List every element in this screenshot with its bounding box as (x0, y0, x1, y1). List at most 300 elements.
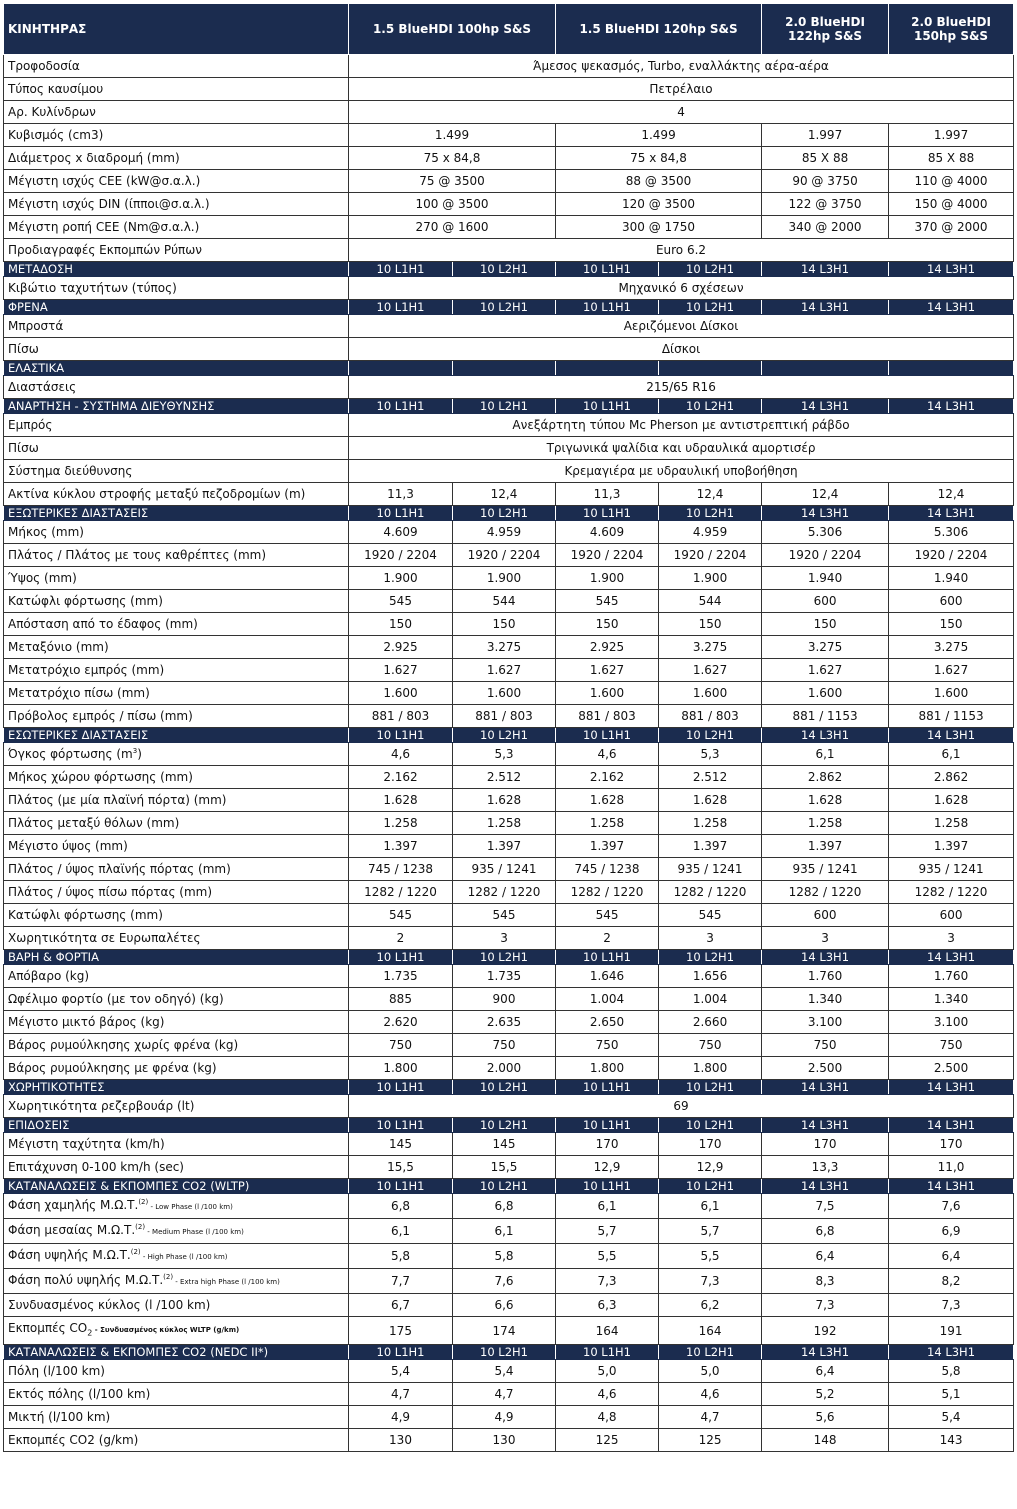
version-label: 10 L2H1 (453, 1179, 556, 1194)
table-row (4, 835, 1014, 858)
row-label: Προδιαγραφές Εκπομπών Ρύπων (4, 239, 349, 262)
row-value: 544 (453, 590, 556, 613)
row-value: 6,1 (889, 743, 1014, 766)
version-label: 10 L1H1 (556, 300, 659, 315)
row-value: 1.340 (889, 988, 1014, 1011)
row-value: 7,3 (556, 1269, 659, 1294)
table-row (4, 705, 1014, 728)
row-label: Μέγιστο μικτό βάρος (kg) (4, 1011, 349, 1034)
row-value: 1.628 (659, 789, 762, 812)
section-title: ΕΣΩΤΕΡΙΚΕΣ ΔΙΑΣΤΑΣΕΙΣ (4, 728, 349, 743)
row-label: Ωφέλιμο φορτίο (με τον οδηγό) (kg) (4, 988, 349, 1011)
row-value: 545 (349, 590, 453, 613)
row-label: Εκπομπές CO2 (g/km) (4, 1429, 349, 1452)
version-label: 14 L3H1 (889, 1179, 1014, 1194)
row-value: 1.628 (349, 789, 453, 812)
row-label: Εμπρός (4, 414, 349, 437)
row-value: 5,3 (659, 743, 762, 766)
row-value: 881 / 1153 (889, 705, 1014, 728)
row-label: Σύστημα διεύθυνσης (4, 460, 349, 483)
version-label: 14 L3H1 (889, 950, 1014, 965)
row-label: Μικτή (l/100 km) (4, 1406, 349, 1429)
row-value: 745 / 1238 (349, 858, 453, 881)
row-value: 2.162 (556, 766, 659, 789)
table-row (4, 1133, 1014, 1156)
row-label: Χωρητικότητα ρεζερβουάρ (lt) (4, 1095, 349, 1118)
row-value: 340 @ 2000 (762, 216, 889, 239)
row-value: 5,6 (762, 1406, 889, 1429)
version-label: 10 L1H1 (349, 1345, 453, 1360)
row-value: 88 @ 3500 (556, 170, 762, 193)
row-value: 164 (659, 1317, 762, 1345)
row-value: 1.600 (453, 682, 556, 705)
row-value: 935 / 1241 (889, 858, 1014, 881)
table-row (4, 766, 1014, 789)
volume-unit-exponent: 3 (132, 747, 138, 755)
table-row (4, 1406, 1014, 1429)
row-label: Μέγιστο ύψος (mm) (4, 835, 349, 858)
row-value: 1920 / 2204 (659, 544, 762, 567)
row-value: 1.627 (889, 659, 1014, 682)
row-value: Κρεμαγιέρα με υδραυλική υποβοήθηση (349, 460, 1014, 483)
row-value: 130 (453, 1429, 556, 1452)
wltp-phase-label: Φάση πολύ υψηλής Μ.Ω.Τ. (8, 1273, 164, 1287)
table-row (4, 743, 1014, 766)
footnote-marker: (2) (163, 1273, 174, 1281)
wltp-phase-note: - Low Phase (l /100 km) (148, 1203, 233, 1211)
row-value: 4,6 (556, 743, 659, 766)
row-label: Διάμετρος x διαδρομή (mm) (4, 147, 349, 170)
engine-header-label: ΚΙΝΗΤΗΡΑΣ (4, 4, 349, 55)
version-label: 10 L2H1 (659, 1080, 762, 1095)
version-label: 10 L1H1 (556, 728, 659, 743)
row-value: 3 (453, 927, 556, 950)
row-value: 600 (889, 590, 1014, 613)
row-value: 7,3 (889, 1294, 1014, 1317)
row-value: 1.997 (889, 124, 1014, 147)
table-row (4, 682, 1014, 705)
row-value: 174 (453, 1317, 556, 1345)
engine-header-2: 1.5 BlueHDI 120hp S&S (556, 4, 762, 55)
table-row (4, 55, 1014, 78)
row-value: 120 @ 3500 (556, 193, 762, 216)
version-label: 14 L3H1 (762, 1118, 889, 1133)
table-row (4, 1219, 1014, 1244)
row-value: 175 (349, 1317, 453, 1345)
row-value: 881 / 1153 (762, 705, 889, 728)
row-value: 150 (762, 613, 889, 636)
version-label: 10 L1H1 (556, 506, 659, 521)
row-label: Συνδυασμένος κύκλος (l /100 km) (4, 1294, 349, 1317)
row-value: 545 (349, 904, 453, 927)
row-value: 5,8 (889, 1360, 1014, 1383)
row-value: 122 @ 3750 (762, 193, 889, 216)
section-title: ΕΛΑΣΤΙΚΑ (4, 361, 349, 376)
table-row (4, 1194, 1014, 1219)
version-label: 14 L3H1 (889, 1345, 1014, 1360)
row-value: 881 / 803 (453, 705, 556, 728)
row-value: Πετρέλαιο (349, 78, 1014, 101)
row-value: 1.258 (349, 812, 453, 835)
version-label (453, 361, 556, 376)
version-label: 10 L1H1 (349, 506, 453, 521)
row-value: 4.959 (659, 521, 762, 544)
row-label: Μετατρόχιο εμπρός (mm) (4, 659, 349, 682)
row-value: 6,2 (659, 1294, 762, 1317)
engine-header-3: 2.0 BlueHDI 122hp S&S (762, 4, 889, 55)
row-value: 545 (556, 590, 659, 613)
table-row (4, 1011, 1014, 1034)
row-value: 5,8 (453, 1244, 556, 1269)
row-value: 1.258 (556, 812, 659, 835)
section-title: ΦΡΕΝΑ (4, 300, 349, 315)
row-label: Πίσω (4, 338, 349, 361)
row-value: 750 (762, 1034, 889, 1057)
row-value: 2.500 (762, 1057, 889, 1080)
table-row (4, 78, 1014, 101)
version-label (556, 361, 659, 376)
row-label: Μέγιστη ισχύς DIN (ίπποι@σ.α.λ.) (4, 193, 349, 216)
version-label: 14 L3H1 (762, 728, 889, 743)
row-value: 150 (659, 613, 762, 636)
row-value: 2 (556, 927, 659, 950)
version-label: 10 L1H1 (556, 1118, 659, 1133)
row-value: 8,2 (889, 1269, 1014, 1294)
row-value: 1.800 (659, 1057, 762, 1080)
section-header-row (4, 506, 1014, 521)
row-label: Τύπος καυσίμου (4, 78, 349, 101)
row-value: 125 (556, 1429, 659, 1452)
row-label: Μήκος (mm) (4, 521, 349, 544)
row-value: 4,6 (659, 1383, 762, 1406)
row-value: 143 (889, 1429, 1014, 1452)
row-value: 6,8 (453, 1194, 556, 1219)
row-value: 75 x 84,8 (349, 147, 556, 170)
version-label: 10 L2H1 (659, 300, 762, 315)
row-value: 5,4 (453, 1360, 556, 1383)
row-value: 2.925 (556, 636, 659, 659)
row-value: 1920 / 2204 (556, 544, 659, 567)
table-row (4, 1269, 1014, 1294)
row-value: 3 (889, 927, 1014, 950)
row-value: 3.100 (889, 1011, 1014, 1034)
row-value: 1.940 (889, 567, 1014, 590)
version-label: 14 L3H1 (762, 300, 889, 315)
row-value: 600 (762, 590, 889, 613)
row-value: 1.900 (659, 567, 762, 590)
row-value: 300 @ 1750 (556, 216, 762, 239)
row-value: 85 X 88 (762, 147, 889, 170)
footnote-marker: (2) (138, 1198, 149, 1206)
row-value: 1282 / 1220 (659, 881, 762, 904)
row-value: 7,7 (349, 1269, 453, 1294)
row-value: 7,3 (762, 1294, 889, 1317)
section-header-row (4, 399, 1014, 414)
row-value: 1.656 (659, 965, 762, 988)
row-value: 1.800 (556, 1057, 659, 1080)
row-value: 4,7 (349, 1383, 453, 1406)
row-value: 215/65 R16 (349, 376, 1014, 399)
section-title: ΜΕΤΑΔΟΣΗ (4, 262, 349, 277)
row-value: 900 (453, 988, 556, 1011)
row-value: 1.628 (453, 789, 556, 812)
row-value: 11,0 (889, 1156, 1014, 1179)
row-value: 4.959 (453, 521, 556, 544)
version-label: 10 L1H1 (349, 1179, 453, 1194)
row-value: Αεριζόμενοι Δίσκοι (349, 315, 1014, 338)
table-row (4, 1429, 1014, 1452)
row-label: Πλάτος / ύψος πλαϊνής πόρτας (mm) (4, 858, 349, 881)
row-label: Χωρητικότητα σε Ευρωπαλέτες (4, 927, 349, 950)
row-label: Πλάτος μεταξύ θόλων (mm) (4, 812, 349, 835)
row-value: 6,9 (889, 1219, 1014, 1244)
version-label: 10 L1H1 (349, 1118, 453, 1133)
wltp-phase-note: - Extra high Phase (l /100 km) (173, 1278, 280, 1286)
row-value: 170 (762, 1133, 889, 1156)
row-label: Βάρος ρυμούλκησης χωρίς φρένα (kg) (4, 1034, 349, 1057)
row-value: 1.397 (762, 835, 889, 858)
table-row (4, 789, 1014, 812)
row-value: 1920 / 2204 (453, 544, 556, 567)
table-row (4, 904, 1014, 927)
row-value: 75 @ 3500 (349, 170, 556, 193)
row-value: 1.900 (349, 567, 453, 590)
table-row (4, 988, 1014, 1011)
version-label: 10 L2H1 (453, 728, 556, 743)
row-value: 5,5 (556, 1244, 659, 1269)
row-value: 12,4 (453, 483, 556, 506)
table-row (4, 567, 1014, 590)
version-label (762, 361, 889, 376)
row-value: 1.997 (762, 124, 889, 147)
section-title: ΚΑΤΑΝΑΛΩΣΕΙΣ & ΕΚΠΟΜΠΕΣ CO2 (WLTP) (4, 1179, 349, 1194)
row-value: 3.275 (453, 636, 556, 659)
row-value: 1.397 (659, 835, 762, 858)
row-value: 2.162 (349, 766, 453, 789)
row-value: 150 (349, 613, 453, 636)
row-value: 4,9 (349, 1406, 453, 1429)
table-row (4, 315, 1014, 338)
row-value: 600 (762, 904, 889, 927)
version-label: 10 L1H1 (349, 262, 453, 277)
row-value: 5,4 (889, 1406, 1014, 1429)
section-header-row (4, 1080, 1014, 1095)
row-value: 4,6 (349, 743, 453, 766)
section-title: ΧΩΡΗΤΙΚΟΤΗΤΕΣ (4, 1080, 349, 1095)
row-value: 1.004 (556, 988, 659, 1011)
version-label: 10 L2H1 (453, 1345, 556, 1360)
engine-header-row (4, 4, 1014, 55)
row-label: Διαστάσεις (4, 376, 349, 399)
co2-label: Εκπομπές CO (8, 1321, 88, 1335)
row-value: 12,4 (659, 483, 762, 506)
row-value: 1282 / 1220 (453, 881, 556, 904)
row-value: 1.258 (659, 812, 762, 835)
row-value: 881 / 803 (659, 705, 762, 728)
version-label: 10 L2H1 (453, 300, 556, 315)
row-value: 881 / 803 (556, 705, 659, 728)
version-label: 10 L2H1 (453, 506, 556, 521)
row-value: 1.258 (889, 812, 1014, 835)
row-value: 1.499 (349, 124, 556, 147)
row-value: 5,5 (659, 1244, 762, 1269)
version-label: 14 L3H1 (762, 1345, 889, 1360)
engine-header-4: 2.0 BlueHDI 150hp S&S (889, 4, 1014, 55)
section-header-row (4, 262, 1014, 277)
version-label: 10 L2H1 (659, 1179, 762, 1194)
row-value: 1.900 (453, 567, 556, 590)
row-label: Πόλη (l/100 km) (4, 1360, 349, 1383)
row-label: Μέγιστη ταχύτητα (km/h) (4, 1133, 349, 1156)
row-label: Κατώφλι φόρτωσης (mm) (4, 904, 349, 927)
row-value: 7,6 (889, 1194, 1014, 1219)
co2-subscript: 2 (87, 1328, 93, 1338)
table-row (4, 1057, 1014, 1080)
row-label: Απόσταση από το έδαφος (mm) (4, 613, 349, 636)
row-value: 85 X 88 (889, 147, 1014, 170)
wltp-phase-note: - High Phase (l /100 km) (140, 1253, 228, 1261)
row-value: 745 / 1238 (556, 858, 659, 881)
section-title: ΕΠΙΔΟΣΕΙΣ (4, 1118, 349, 1133)
version-label: 14 L3H1 (762, 950, 889, 965)
row-value: 1.499 (556, 124, 762, 147)
row-label: Τροφοδοσία (4, 55, 349, 78)
row-value: 12,4 (762, 483, 889, 506)
table-row (4, 613, 1014, 636)
row-value: 370 @ 2000 (889, 216, 1014, 239)
row-label (4, 1219, 349, 1244)
row-value: 935 / 1241 (453, 858, 556, 881)
row-value: 1.600 (889, 682, 1014, 705)
version-label: 10 L2H1 (453, 262, 556, 277)
version-label: 10 L1H1 (556, 262, 659, 277)
row-value: 5,7 (659, 1219, 762, 1244)
row-value: 2.660 (659, 1011, 762, 1034)
row-label: Μπροστά (4, 315, 349, 338)
row-value: 1.760 (762, 965, 889, 988)
row-value: 1.628 (556, 789, 659, 812)
row-label: Εκτός πόλης (l/100 km) (4, 1383, 349, 1406)
row-value: Άμεσος ψεκασμός, Turbo, εναλλάκτης αέρα-αέρα (349, 55, 1014, 78)
row-label: Αρ. Κυλίνδρων (4, 101, 349, 124)
row-value: 935 / 1241 (762, 858, 889, 881)
version-label: 14 L3H1 (762, 1179, 889, 1194)
row-value: 1.397 (889, 835, 1014, 858)
row-value: Τριγωνικά ψαλίδια και υδραυλικά αμορτισέρ (349, 437, 1014, 460)
version-label: 14 L3H1 (889, 506, 1014, 521)
row-value: 5,0 (556, 1360, 659, 1383)
version-label: 10 L2H1 (659, 728, 762, 743)
version-label: 14 L3H1 (889, 262, 1014, 277)
row-value: 15,5 (349, 1156, 453, 1179)
table-row (4, 147, 1014, 170)
table-row (4, 193, 1014, 216)
row-value: 750 (889, 1034, 1014, 1057)
version-label: 14 L3H1 (762, 1080, 889, 1095)
row-value: 1.627 (556, 659, 659, 682)
row-value: 3.275 (659, 636, 762, 659)
row-value: Euro 6.2 (349, 239, 1014, 262)
row-value: 5,2 (762, 1383, 889, 1406)
row-value: 192 (762, 1317, 889, 1345)
table-row (4, 1156, 1014, 1179)
table-row (4, 1244, 1014, 1269)
row-value: 150 @ 4000 (889, 193, 1014, 216)
version-label: 10 L2H1 (453, 1118, 556, 1133)
row-label (4, 1317, 349, 1345)
row-value: 4.609 (349, 521, 453, 544)
row-value: 6,4 (762, 1360, 889, 1383)
row-value: 170 (659, 1133, 762, 1156)
row-label: Ακτίνα κύκλου στροφής μεταξύ πεζοδρομίων (m) (4, 483, 349, 506)
row-value: 6,1 (659, 1194, 762, 1219)
row-value: 1.397 (556, 835, 659, 858)
section-header-row (4, 300, 1014, 315)
row-value: 90 @ 3750 (762, 170, 889, 193)
row-value: 1.627 (659, 659, 762, 682)
row-value: 125 (659, 1429, 762, 1452)
table-row (4, 239, 1014, 262)
table-row (4, 483, 1014, 506)
row-value: 5.306 (762, 521, 889, 544)
row-value: 2.500 (889, 1057, 1014, 1080)
row-value: 6,3 (556, 1294, 659, 1317)
row-label: Απόβαρο (kg) (4, 965, 349, 988)
row-value: 12,9 (556, 1156, 659, 1179)
row-value: Δίσκοι (349, 338, 1014, 361)
row-value: 1920 / 2204 (889, 544, 1014, 567)
version-label: 10 L2H1 (659, 262, 762, 277)
row-value: 6,6 (453, 1294, 556, 1317)
version-label: 14 L3H1 (762, 262, 889, 277)
row-label: Μετατρόχιο πίσω (mm) (4, 682, 349, 705)
table-row (4, 881, 1014, 904)
wltp-phase-note: - Medium Phase (l /100 km) (145, 1228, 244, 1236)
section-header-row (4, 950, 1014, 965)
version-label: 10 L1H1 (556, 950, 659, 965)
version-label: 14 L3H1 (889, 399, 1014, 414)
row-value: 2.650 (556, 1011, 659, 1034)
row-value: 545 (453, 904, 556, 927)
version-label: 10 L2H1 (453, 1080, 556, 1095)
row-value: 7,6 (453, 1269, 556, 1294)
row-value: 3 (659, 927, 762, 950)
version-label: 14 L3H1 (762, 399, 889, 414)
row-value: 8,3 (762, 1269, 889, 1294)
row-value: Μηχανικό 6 σχέσεων (349, 277, 1014, 300)
row-value: 600 (889, 904, 1014, 927)
row-value: 750 (349, 1034, 453, 1057)
row-value: 2.862 (762, 766, 889, 789)
section-header-row (4, 728, 1014, 743)
table-row (4, 544, 1014, 567)
row-value: 170 (889, 1133, 1014, 1156)
row-value: 100 @ 3500 (349, 193, 556, 216)
row-value: 4,9 (453, 1406, 556, 1429)
row-label: Κιβώτιο ταχυτήτων (τύπος) (4, 277, 349, 300)
row-value: 6,4 (762, 1244, 889, 1269)
row-label: Πλάτος / Πλάτος με τους καθρέπτες (mm) (4, 544, 349, 567)
table-row (4, 437, 1014, 460)
section-title: ΒΑΡΗ & ΦΟΡΤΙΑ (4, 950, 349, 965)
table-row (4, 170, 1014, 193)
row-value: 1.004 (659, 988, 762, 1011)
volume-label: Όγκος φόρτωσης (m (8, 747, 133, 761)
row-value: 1.397 (349, 835, 453, 858)
row-label: Πίσω (4, 437, 349, 460)
version-label: 10 L1H1 (556, 399, 659, 414)
row-label: Μέγιστη ισχύς CEE (kW@σ.α.λ.) (4, 170, 349, 193)
